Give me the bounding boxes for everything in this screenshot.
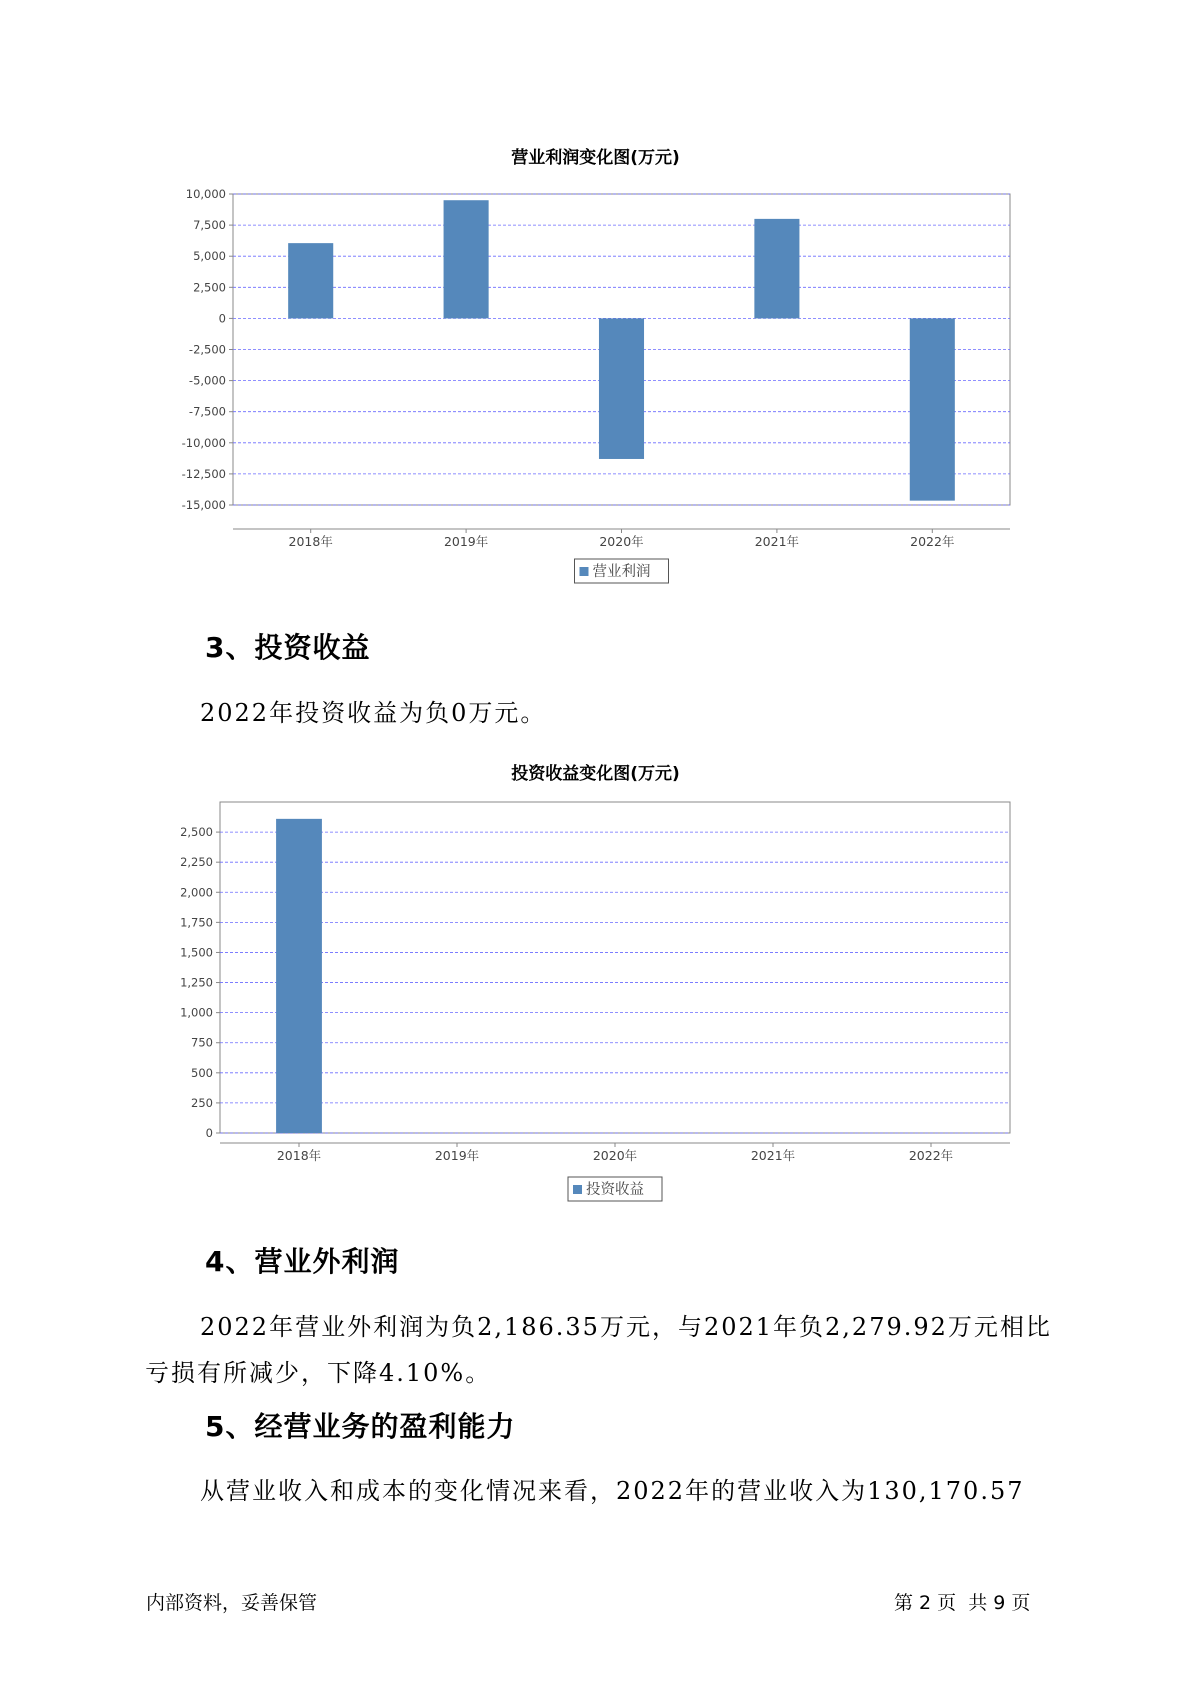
chart2-plot-area — [220, 802, 1010, 1133]
chart2-ytick-label: 0 — [205, 1126, 213, 1140]
section4-line1: 2022年营业外利润为负2,186.35万元，与2021年负2,279.92万元相比 — [200, 1313, 1052, 1341]
chart1-xtick-label: 2022年 — [910, 534, 955, 549]
chart1-xtick-label: 2020年 — [599, 534, 644, 549]
chart1-ytick-label: -12,500 — [181, 466, 226, 481]
chart2-legend-label: 投资收益 — [586, 1182, 644, 1198]
chart1-title: 营业利润变化图(万元) — [511, 148, 680, 168]
chart2-bar — [276, 819, 322, 1133]
section5-line1: 从营业收入和成本的变化情况来看，2022年的营业收入为130,170.57 — [200, 1477, 1025, 1505]
chart2-ytick-label: 2,000 — [180, 885, 213, 900]
chart1-ytick-label: -2,500 — [188, 342, 226, 357]
section3-heading: 3、投资收益 — [205, 631, 371, 664]
chart1-xtick-label: 2019年 — [443, 534, 489, 549]
chart2-xtick-label: 2021年 — [750, 1148, 796, 1163]
chart2-xtick-label: 2020年 — [592, 1148, 638, 1163]
chart1-ytick-label: 10,000 — [185, 187, 226, 201]
section4-heading: 4、营业外利润 — [205, 1245, 400, 1278]
chart1-ytick-label: 0 — [218, 311, 226, 326]
chart2-legend — [568, 1177, 662, 1201]
chart2-ytick-label: 1,250 — [180, 975, 213, 990]
chart2-ytick-label: 1,000 — [180, 1005, 213, 1020]
section5-heading: 5、经营业务的盈利能力 — [205, 1410, 516, 1443]
chart1-ytick-label: -15,000 — [181, 498, 226, 512]
section4-line2: 亏损有所减少，下降4.10%。 — [145, 1359, 492, 1387]
chart1-ytick-label: 7,500 — [193, 218, 226, 233]
chart2-legend-swatch — [573, 1185, 582, 1194]
chart2-ytick-label: 250 — [191, 1095, 213, 1110]
chart2-xtick-label: 2019年 — [434, 1148, 480, 1163]
chart1-ytick-label: 5,000 — [193, 249, 226, 264]
chart2-ytick-label: 750 — [191, 1035, 213, 1050]
chart2-ytick-label: 1,500 — [180, 945, 213, 960]
chart1-xtick-label: 2021年 — [754, 534, 800, 549]
footer-left: 内部资料，妥善保管 — [146, 1592, 318, 1614]
chart2-ytick-label: 2,250 — [180, 855, 213, 870]
chart1-xtick-label: 2018年 — [288, 534, 333, 549]
chart2-ytick-label: 1,750 — [180, 915, 213, 930]
chart1-ytick-label: 2,500 — [193, 280, 226, 295]
chart1-ytick-label: -10,000 — [181, 435, 226, 450]
chart1-ytick-label: -5,000 — [188, 373, 226, 388]
footer-page-number: 第 2 页 共 9 页 — [894, 1592, 1031, 1614]
chart2-xtick-label: 2018年 — [276, 1148, 322, 1163]
chart1-ytick-label: -7,500 — [188, 404, 226, 419]
chart2-xtick-label: 2022年 — [908, 1148, 954, 1163]
chart1-legend-label: 营业利润 — [592, 564, 651, 580]
section3-text: 2022年投资收益为负0万元。 — [200, 699, 547, 727]
chart2-title: 投资收益变化图(万元) — [511, 764, 680, 784]
chart2-ytick-label: 500 — [191, 1065, 213, 1080]
chart2-ytick-label: 2,500 — [180, 825, 213, 840]
